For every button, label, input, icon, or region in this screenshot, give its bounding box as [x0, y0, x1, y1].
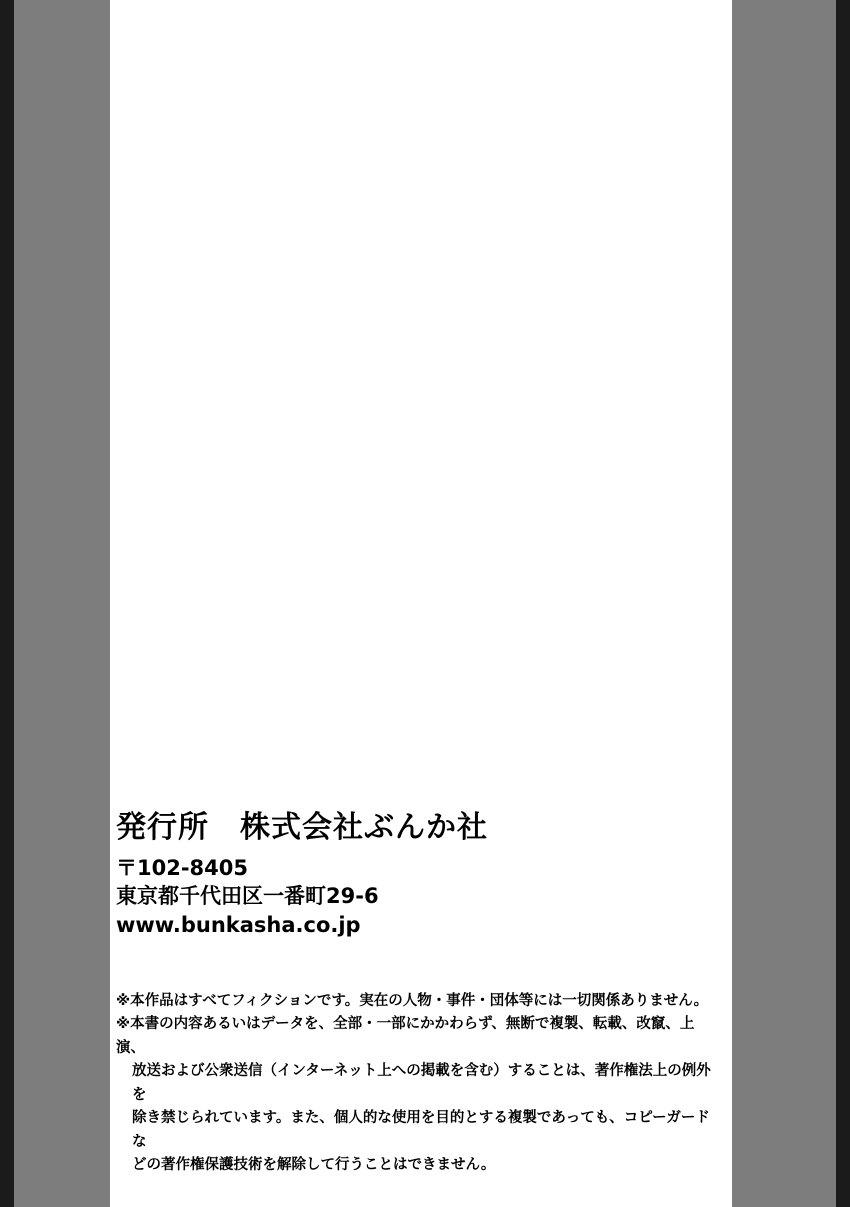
- copyright-notice-line-1: ※本書の内容あるいはデータを、全部・一部にかかわらず、無断で複製、転載、改竄、上演、: [116, 1016, 695, 1056]
- street-address: 東京都千代田区一番町29-6: [116, 884, 379, 909]
- publisher-line: 発行所 株式会社ぶんか社: [116, 810, 488, 845]
- legal-notices: [116, 990, 718, 1178]
- copyright-notice-line-3: 除き禁じられています。また、個人的な使用を目的とする複製であっても、コピーガードな: [132, 1110, 710, 1150]
- right-edge-strip: [836, 0, 850, 1207]
- left-edge-strip: [0, 0, 14, 1207]
- colophon-block: [116, 810, 722, 939]
- address-block: [116, 854, 722, 939]
- postal-code: 〒102-8405: [116, 856, 248, 880]
- fiction-disclaimer: ※本作品はすべてフィクションです。実在の人物・事件・団体等には一切関係ありません。: [116, 993, 709, 1009]
- website-url: www.bunkasha.co.jp: [116, 912, 361, 937]
- copyright-notice-line-4: どの著作権保護技術を解除して行うことはできません。: [132, 1157, 496, 1174]
- book-page: [110, 0, 732, 1207]
- copyright-notice-line-2: 放送および公衆送信（インターネット上への掲載を含む）することは、著作権法上の例外を: [132, 1063, 711, 1103]
